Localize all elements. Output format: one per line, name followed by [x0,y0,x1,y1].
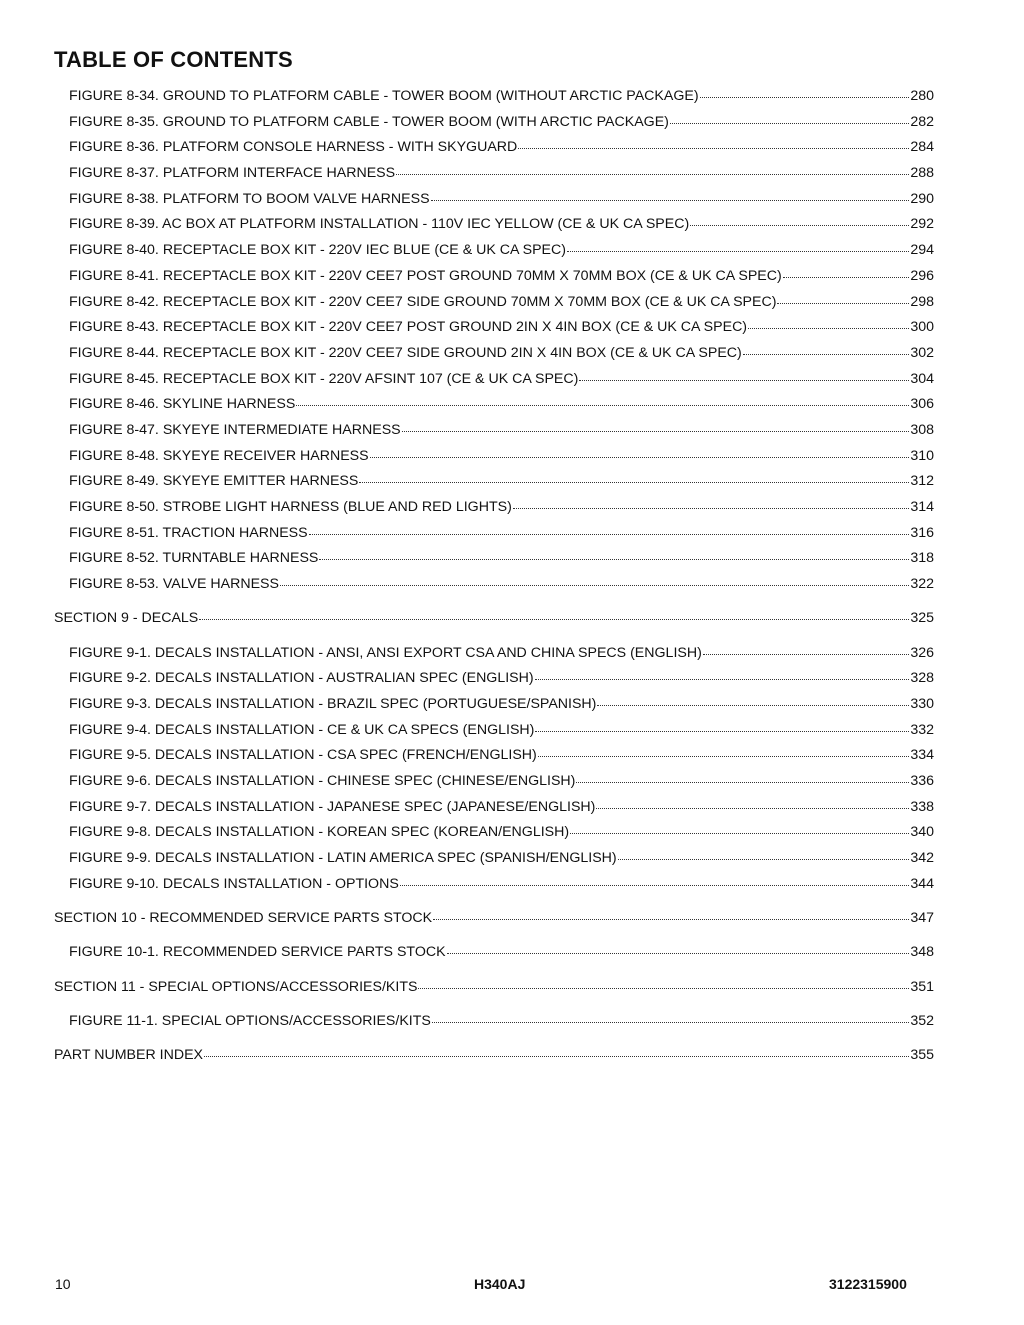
dot-leader [783,277,910,278]
dot-leader [319,559,909,560]
dot-leader [402,431,910,432]
toc-entry-label: FIGURE 8-51. TRACTION HARNESS [69,524,308,541]
toc-entry-page-number: 310 [910,447,934,464]
dot-leader [618,859,910,860]
toc-entry-page-number: 288 [910,165,934,182]
dot-leader [359,482,909,483]
toc-figure-entry[interactable] [0,944,934,970]
dot-leader [433,919,909,920]
toc-figure-entry[interactable] [0,670,934,696]
dot-leader [431,200,910,201]
toc-entry-label: FIGURE 11-1. SPECIAL OPTIONS/ACCESSORIES/KITS [69,1012,431,1029]
toc-entry-page-number: 298 [910,293,934,310]
toc-figure-entry[interactable] [0,722,934,748]
toc-figure-entry[interactable] [0,550,934,576]
toc-figure-entry[interactable] [0,1013,934,1039]
toc-figure-entry[interactable] [0,345,934,371]
dot-leader [535,679,910,680]
toc-entry-label: FIGURE 10-1. RECOMMENDED SERVICE PARTS STOCK [69,944,446,961]
toc-entry-page-number: 296 [910,267,934,284]
dot-leader [309,534,910,535]
toc-figure-entry[interactable] [0,473,934,499]
toc-entry-page-number: 352 [910,1012,934,1029]
toc-entry-page-number: 304 [910,370,934,387]
toc-entry-label: FIGURE 8-53. VALVE HARNESS [69,576,279,593]
toc-entry-label: FIGURE 8-35. GROUND TO PLATFORM CABLE - TOWER BOOM (WITH ARCTIC PACKAGE) [69,113,669,130]
table-of-contents [0,88,1024,1073]
toc-entry-label: FIGURE 8-49. SKYEYE EMITTER HARNESS [69,473,359,490]
toc-figure-entry[interactable] [0,876,934,902]
toc-entry-label: FIGURE 8-52. TURNTABLE HARNESS [69,550,319,567]
toc-figure-entry[interactable] [0,268,934,294]
toc-entry-label: FIGURE 8-37. PLATFORM INTERFACE HARNESS [69,165,396,182]
toc-entry-page-number: 316 [910,524,934,541]
toc-entry-page-number: 290 [910,190,934,207]
toc-entry-page-number: 300 [910,319,934,336]
dot-leader [280,585,909,586]
dot-leader [513,508,910,509]
toc-figure-entry[interactable] [0,824,934,850]
toc-entry-label: FIGURE 8-47. SKYEYE INTERMEDIATE HARNESS [69,421,401,438]
toc-entry-page-number: 325 [910,610,934,627]
toc-figure-entry[interactable] [0,499,934,525]
toc-entry-label: SECTION 10 - RECOMMENDED SERVICE PARTS STOCK [54,910,433,927]
toc-section-entry[interactable] [0,979,934,1005]
toc-figure-entry[interactable] [0,319,934,345]
dot-leader [690,225,909,226]
toc-figure-entry[interactable] [0,850,934,876]
toc-entry-page-number: 334 [910,747,934,764]
toc-entry-label: FIGURE 8-42. RECEPTACLE BOX KIT - 220V CEE7 SIDE GROUND 70MM X 70MM BOX (CE & UK CA SPEC) [69,293,777,310]
toc-entry-label: FIGURE 8-43. RECEPTACLE BOX KIT - 220V CEE7 POST GROUND 2IN X 4IN BOX (CE & UK CA SPEC) [69,319,748,336]
dot-leader [576,782,909,783]
toc-entry-label: FIGURE 9-8. DECALS INSTALLATION - KOREAN SPEC (KOREAN/ENGLISH) [69,824,570,841]
toc-entry-label: FIGURE 8-34. GROUND TO PLATFORM CABLE - TOWER BOOM (WITHOUT ARCTIC PACKAGE) [69,88,699,104]
dot-leader [199,619,909,620]
toc-entry-page-number: 282 [910,113,934,130]
dot-leader [518,148,909,149]
toc-entry-label: FIGURE 8-39. AC BOX AT PLATFORM INSTALLATION - 110V IEC YELLOW (CE & UK CA SPEC) [69,216,690,233]
toc-entry-page-number: 294 [910,242,934,259]
toc-figure-entry[interactable] [0,165,934,191]
footer-page-number: 10 [55,1276,71,1292]
toc-figure-entry[interactable] [0,799,934,825]
toc-figure-entry[interactable] [0,88,934,114]
toc-entry-page-number: 336 [910,773,934,790]
toc-entry-label: SECTION 9 - DECALS [54,610,199,627]
toc-entry-label: FIGURE 8-50. STROBE LIGHT HARNESS (BLUE AND RED LIGHTS) [69,499,512,515]
toc-entry-page-number: 308 [910,421,934,438]
toc-entry-label: FIGURE 9-10. DECALS INSTALLATION - OPTIONS [69,875,399,892]
dot-leader [447,953,910,954]
toc-entry-label: FIGURE 8-45. RECEPTACLE BOX KIT - 220V AFSINT 107 (CE & UK CA SPEC) [69,370,579,387]
dot-leader [400,885,910,886]
toc-section-entry[interactable] [0,910,934,936]
toc-entry-page-number: 328 [910,670,934,687]
toc-entry-label: FIGURE 9-5. DECALS INSTALLATION - CSA SPEC (FRENCH/ENGLISH) [69,747,537,764]
dot-leader [596,808,909,809]
toc-entry-page-number: 347 [910,910,934,927]
toc-figure-entry[interactable] [0,773,934,799]
toc-figure-entry[interactable] [0,422,934,448]
toc-entry-page-number: 342 [910,850,934,867]
toc-entry-page-number: 338 [910,798,934,815]
toc-entry-page-number: 322 [910,576,934,593]
toc-entry-label: FIGURE 8-48. SKYEYE RECEIVER HARNESS [69,447,369,464]
dot-leader [567,251,909,252]
toc-entry-page-number: 284 [910,139,934,156]
dot-leader [396,174,909,175]
dot-leader [535,731,909,732]
toc-entry-label: FIGURE 8-36. PLATFORM CONSOLE HARNESS - WITH SKYGUARD [69,139,518,156]
dot-leader [703,654,910,655]
toc-entry-label: FIGURE 9-9. DECALS INSTALLATION - LATIN AMERICA SPEC (SPANISH/ENGLISH) [69,850,617,867]
dot-leader [670,123,909,124]
toc-entry-page-number: 306 [910,396,934,413]
toc-entry-page-number: 355 [910,1047,934,1064]
toc-entry-page-number: 292 [910,216,934,233]
toc-entry-label: FIGURE 8-44. RECEPTACLE BOX KIT - 220V CEE7 SIDE GROUND 2IN X 4IN BOX (CE & UK CA SPEC) [69,344,742,361]
toc-entry-page-number: 348 [910,944,934,961]
toc-figure-entry[interactable] [0,525,934,551]
toc-entry-label: FIGURE 9-3. DECALS INSTALLATION - BRAZIL SPEC (PORTUGUESE/SPANISH) [69,696,597,712]
toc-entry-page-number: 330 [910,696,934,712]
toc-entry-label: FIGURE 9-1. DECALS INSTALLATION ‐ ANSI, ANSI EXPORT CSA AND CHINA SPECS (ENGLISH) [69,644,702,661]
dot-leader [432,1022,909,1023]
toc-figure-entry[interactable] [0,114,934,140]
toc-figure-entry[interactable] [0,576,934,602]
toc-entry-page-number: 302 [910,344,934,361]
toc-section-entry[interactable] [0,610,934,636]
page-footer [0,1276,1024,1298]
dot-leader [700,97,910,98]
toc-entry-label: FIGURE 9-7. DECALS INSTALLATION - JAPANESE SPEC (JAPANESE/ENGLISH) [69,798,596,815]
toc-entry-label: FIGURE 9-6. DECALS INSTALLATION - CHINESE SPEC (CHINESE/ENGLISH) [69,773,576,790]
toc-entry-label: FIGURE 8-38. PLATFORM TO BOOM VALVE HARNESS [69,190,430,207]
toc-entry-label: FIGURE 9-2. DECALS INSTALLATION - AUSTRALIAN SPEC (ENGLISH) [69,670,534,687]
toc-figure-entry[interactable] [0,371,934,397]
toc-figure-entry[interactable] [0,294,934,320]
toc-entry-page-number: 351 [910,978,934,995]
toc-entry-label: PART NUMBER INDEX [54,1047,203,1064]
dot-leader [597,705,909,706]
dot-leader [296,405,909,406]
dot-leader [538,756,910,757]
toc-entry-label: FIGURE 8-46. SKYLINE HARNESS [69,396,296,413]
toc-entry-page-number: 332 [910,721,934,738]
page-title: TABLE OF CONTENTS [54,47,293,72]
dot-leader [204,1056,909,1057]
dot-leader [570,833,909,834]
toc-entry-page-number: 280 [910,88,934,104]
toc-figure-entry[interactable] [0,448,934,474]
toc-entry-page-number: 326 [910,644,934,661]
dot-leader [370,457,910,458]
toc-entry-label: FIGURE 8-40. RECEPTACLE BOX KIT - 220V IEC BLUE (CE & UK CA SPEC) [69,242,566,259]
toc-figure-entry[interactable] [0,242,934,268]
dot-leader [418,988,909,989]
toc-figure-entry[interactable] [0,696,934,722]
toc-figure-entry[interactable] [0,645,934,671]
toc-figure-entry[interactable] [0,396,934,422]
toc-figure-entry[interactable] [0,139,934,165]
toc-figure-entry[interactable] [0,747,934,773]
toc-entry-label: FIGURE 9-4. DECALS INSTALLATION - CE & UK CA SPECS (ENGLISH) [69,721,535,738]
toc-entry-page-number: 314 [910,499,934,515]
toc-entry-page-number: 344 [910,875,934,892]
footer-model: H340AJ [474,1276,526,1292]
toc-section-entry[interactable] [0,1047,934,1073]
toc-entry-page-number: 318 [910,550,934,567]
toc-entry-page-number: 312 [910,473,934,490]
toc-entry-label: SECTION 11 - SPECIAL OPTIONS/ACCESSORIES/KITS [54,978,418,995]
footer-document-number: 3122315900 [829,1276,907,1292]
toc-figure-entry[interactable] [0,191,934,217]
toc-entry-page-number: 340 [910,824,934,841]
dot-leader [579,380,909,381]
toc-figure-entry[interactable] [0,216,934,242]
dot-leader [743,354,910,355]
dot-leader [777,303,909,304]
dot-leader [748,328,909,329]
toc-entry-label: FIGURE 8-41. RECEPTACLE BOX KIT - 220V CEE7 POST GROUND 70MM X 70MM BOX (CE & UK CA SPEC) [69,267,782,284]
